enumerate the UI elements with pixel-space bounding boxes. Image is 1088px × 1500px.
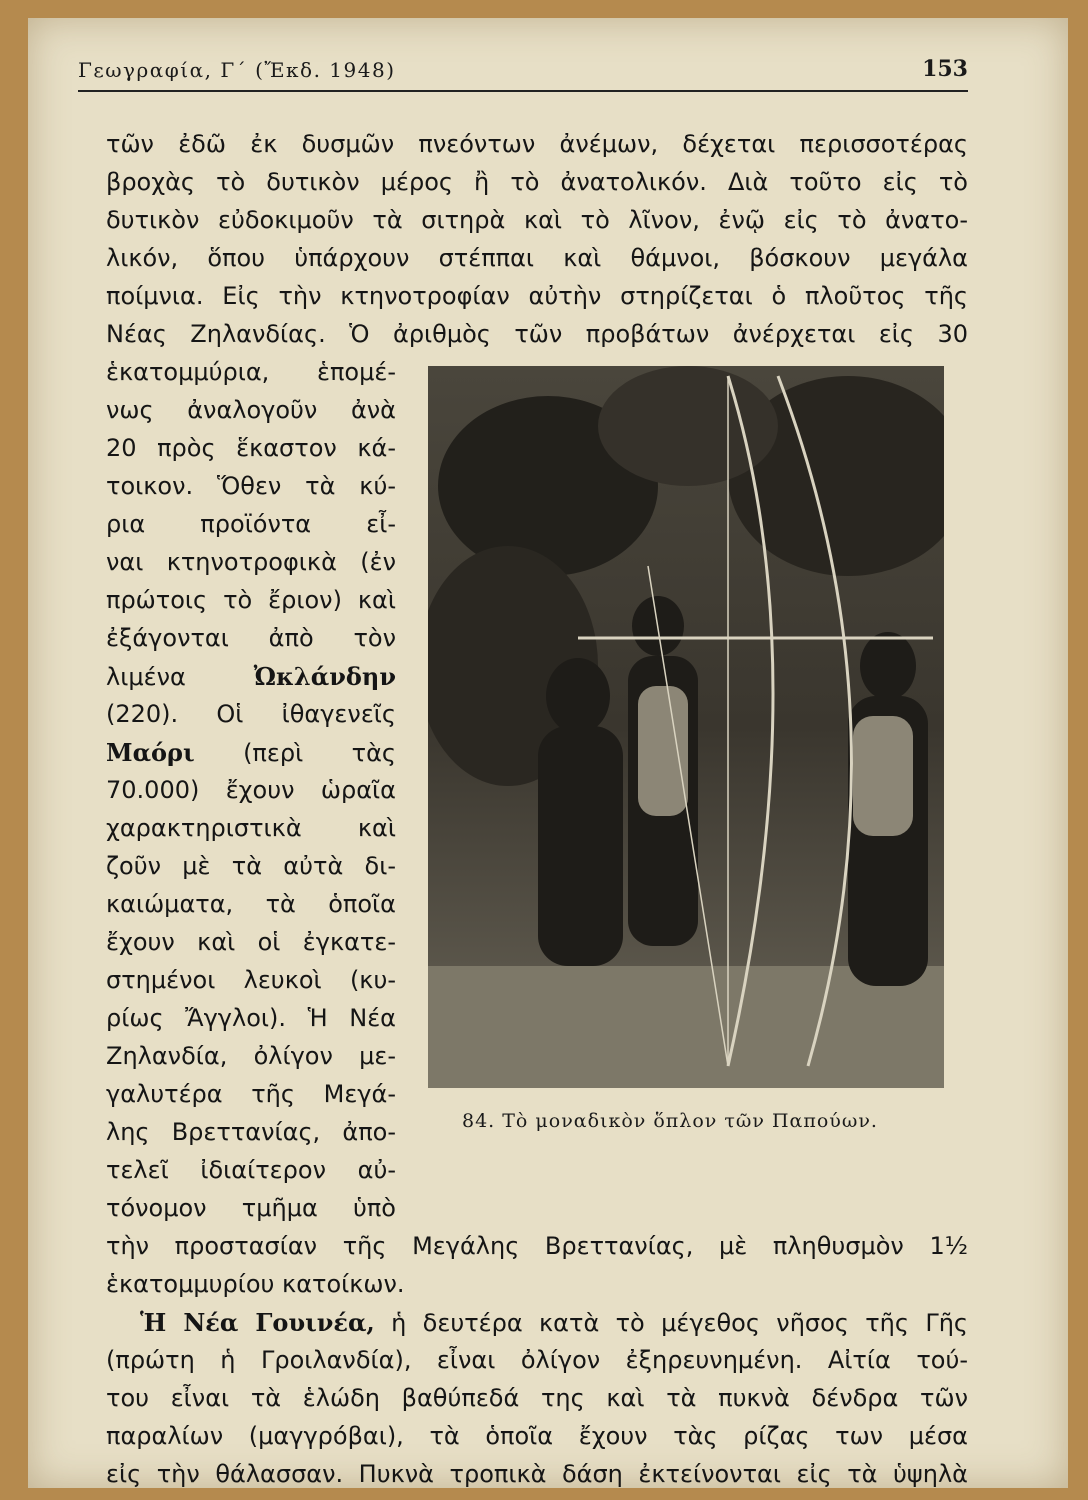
place-name-auckland: Ὠκλάνδην [253, 662, 396, 691]
text-line: χαρακτηριστικὰ καὶ [106, 814, 396, 842]
text-line: βροχὰς τὸ δυτικὸν μέρος ἢ τὸ ἀνατολικόν. Διὰ τοῦτο εἰς τὸ [106, 168, 968, 196]
term-maori: Μαόρι [106, 738, 195, 767]
text-line: ρίως Ἄγγλοι). Ἡ Νέα [106, 1004, 396, 1032]
header-title: Γεωγραφία, Γ΄ (Ἔκδ. 1948) [78, 58, 396, 82]
text-line: ζοῦν μὲ τὰ αὐτὰ δι- [106, 852, 396, 880]
page-number: 153 [922, 56, 968, 82]
text-line: πρώτοις τὸ ἔριον) καὶ [106, 586, 396, 614]
text-line: γαλυτέρα τῆς Μεγά- [106, 1080, 396, 1108]
running-header [78, 50, 968, 92]
text-line: 20 πρὸς ἕκαστον κά- [106, 434, 396, 462]
text-line [140, 1308, 968, 1348]
text-line: Νέας Ζηλανδίας. Ὁ ἀριθμὸς τῶν προβάτων ἀνέρχεται εἰς 30 [106, 320, 968, 348]
papuan-archers-photo [428, 366, 944, 1088]
text-line: ρια προϊόντα εἶ- [106, 510, 396, 538]
text-line: λικόν, ὅπου ὑπάρχουν στέππαι καὶ θάμνοι, βόσκουν μεγάλα [106, 244, 968, 272]
figure-caption: 84. Τὸ μοναδικὸν ὅπλον τῶν Παπούων. [462, 1110, 878, 1132]
text-line: νως ἀναλογοῦν ἀνὰ [106, 396, 396, 424]
text-word: λιμένα [106, 663, 186, 691]
text-line [106, 738, 396, 778]
text-line: ποίμνια. Εἰς τὴν κτηνοτροφίαν αὐτὴν στηρίζεται ὁ πλοῦτος τῆς [106, 282, 968, 310]
text-line: 70.000) ἔχουν ὡραῖα [106, 776, 396, 804]
text-line: καιώματα, τὰ ὁποῖα [106, 890, 396, 918]
text-line: εἰς τὴν θάλασσαν. Πυκνὰ τροπικὰ δάση ἐκτείνονται εἰς τὰ ὑψηλὰ [106, 1460, 968, 1488]
text-line: τελεῖ ἰδιαίτερον αὐ- [106, 1156, 396, 1184]
text-line [106, 662, 396, 702]
text-line: (220). Οἱ ἰθαγενεῖς [106, 700, 396, 728]
text-line: στημένοι λευκοὶ (κυ- [106, 966, 396, 994]
text-line: τοικον. Ὅθεν τὰ κύ- [106, 472, 396, 500]
text-line: τόνομον τμῆμα ὑπὸ [106, 1194, 396, 1222]
text-line: δυτικὸν εὐδοκιμοῦν τὰ σιτηρὰ καὶ τὸ λῖνον, ἐνῷ εἰς τὸ ἀνατο- [106, 206, 968, 234]
text-line: ἐξάγονται ἀπὸ τὸν [106, 624, 396, 652]
text-word: ἡ δευτέρα κατὰ τὸ μέγεθος νῆσος τῆς Γῆς [374, 1309, 968, 1337]
text-line: τῶν ἐδῶ ἐκ δυσμῶν πνεόντων ἀνέμων, δέχεται περισσοτέρας [106, 130, 968, 158]
text-line: του εἶναι τὰ ἑλώδη βαθύπεδά της καὶ τὰ πυκνὰ δένδρα τῶν [106, 1384, 968, 1412]
text-line: ἔχουν καὶ οἱ ἐγκατε- [106, 928, 396, 956]
term-new-guinea: Ἡ Νέα Γουινέα, [140, 1308, 375, 1337]
text-line: (πρώτη ἡ Γροιλανδία), εἶναι ὀλίγον ἐξηρευνημένη. Αἰτία τού- [106, 1346, 968, 1374]
text-line: Ζηλανδία, ὀλίγον με- [106, 1042, 396, 1070]
text-line: ναι κτηνοτροφικὰ (ἐν [106, 548, 396, 576]
text-line: τὴν προστασίαν τῆς Μεγάλης Βρεττανίας, μὲ πληθυσμὸν 1½ [106, 1232, 968, 1260]
text-line: ἑκατομμύρια, ἑπομέ- [106, 358, 396, 386]
text-word: (περὶ τὰς [243, 739, 396, 767]
text-line: παραλίων (μαγγρόβαι), τὰ ὁποῖα ἔχουν τὰς ρίζας των μέσα [106, 1422, 968, 1450]
text-line: ἑκατομμυρίου κατοίκων. [106, 1270, 405, 1298]
text-line: λης Βρεττανίας, ἀπο- [106, 1118, 396, 1146]
